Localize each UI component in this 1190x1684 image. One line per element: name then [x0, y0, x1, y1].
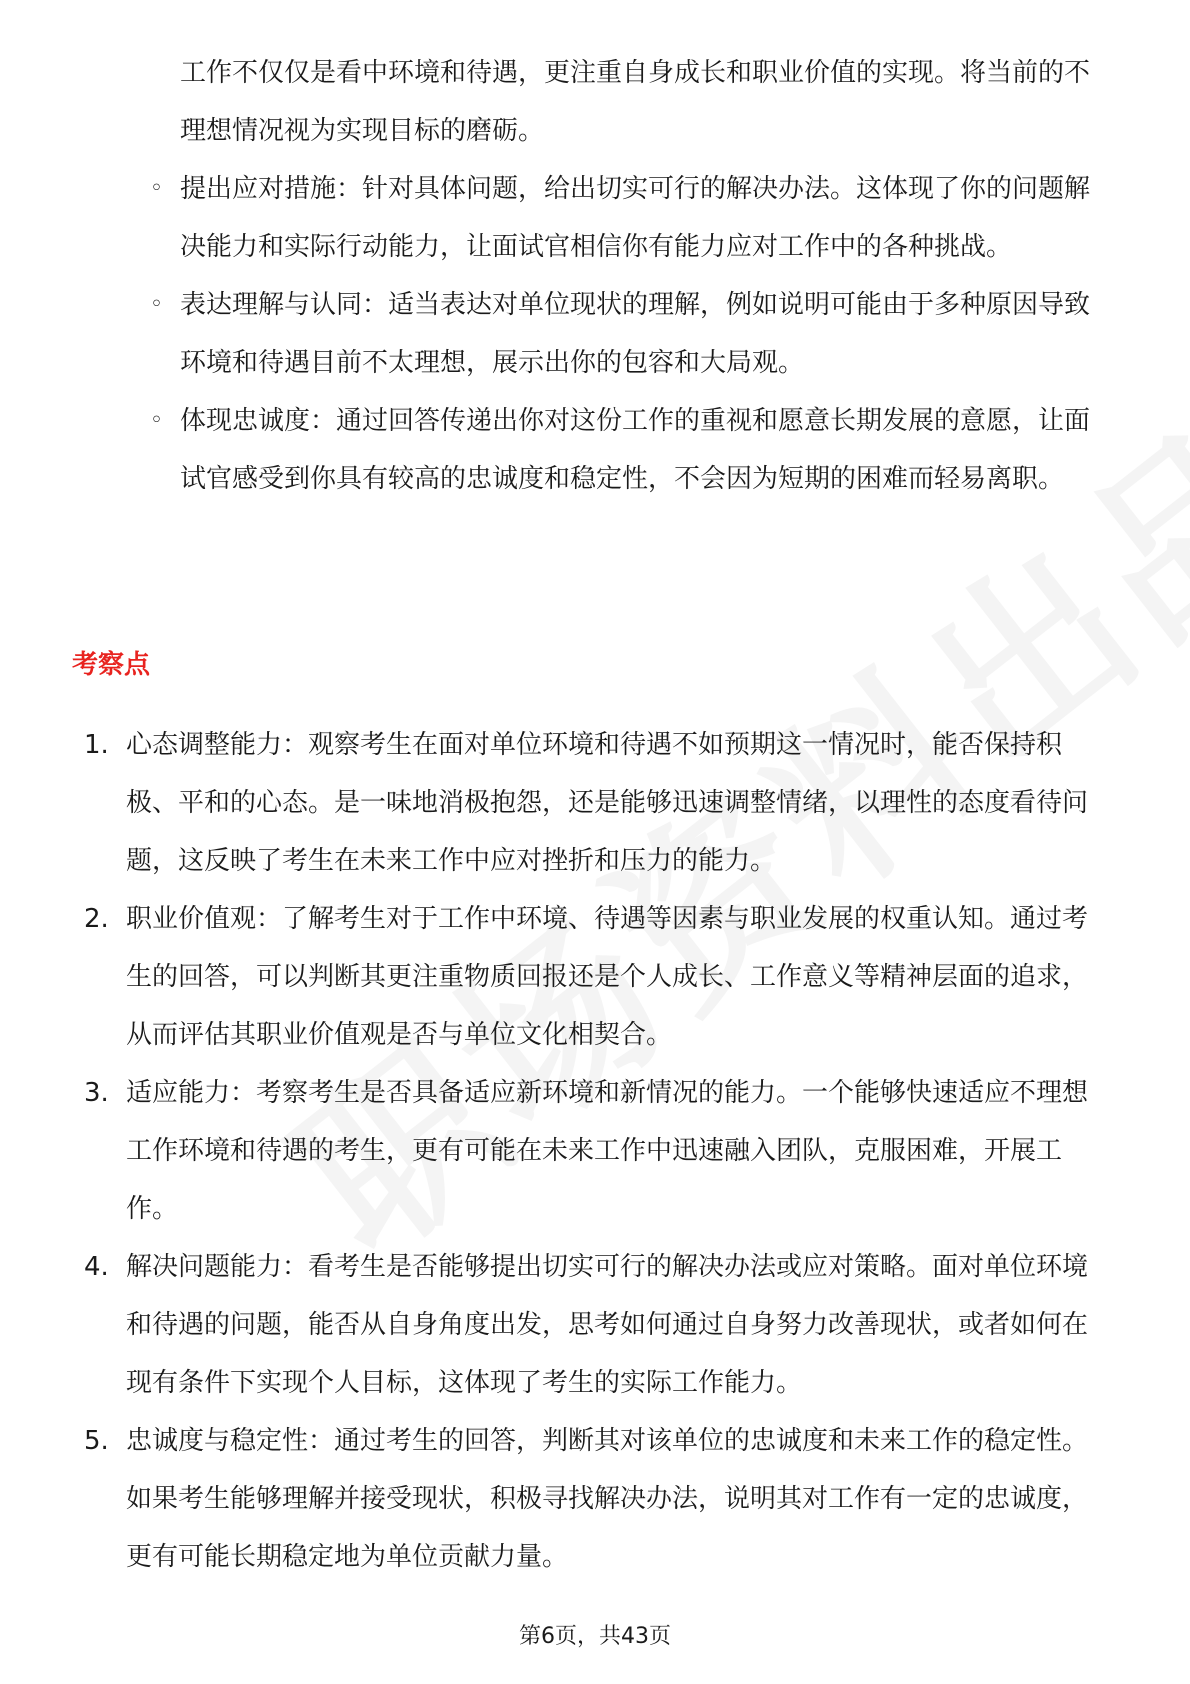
- continuation-paragraph: 工作不仅仅是看中环境和待遇，更注重自身成长和职业价值的实现。将当前的不理想情况视为实现目标的磨砺。: [180, 58, 1091, 146]
- item-number: 1.: [84, 730, 109, 760]
- item-text: 适应能力：考察考生是否具备适应新环境和新情况的能力。一个能够快速适应不理想工作环境和待遇的考生，更有可能在未来工作中迅速融入团队，克服困难，开展工作。: [126, 1078, 1089, 1224]
- numbered-list: [84, 716, 1111, 1586]
- list-item: [84, 1064, 1111, 1238]
- bullet-list: [150, 160, 1110, 508]
- bullet-text: 体现忠诚度：通过回答传递出你对这份工作的重视和愿意长期发展的意愿，让面试官感受到你具有较高的忠诚度和稳定性，不会因为短期的困难而轻易离职。: [180, 406, 1091, 494]
- list-item: [84, 890, 1111, 1064]
- bullet-marker: ◦: [150, 176, 163, 201]
- list-item: [84, 1412, 1111, 1586]
- bullet-text: 提出应对措施：针对具体问题，给出切实可行的解决办法。这体现了你的问题解决能力和实际行动能力，让面试官相信你有能力应对工作中的各种挑战。: [180, 174, 1091, 262]
- bullet-marker: ◦: [150, 292, 163, 317]
- item-number: 4.: [84, 1252, 109, 1282]
- bullet-marker: ◦: [150, 408, 163, 433]
- bullet-item: [150, 392, 1110, 508]
- list-item: [84, 716, 1111, 890]
- item-number: 3.: [84, 1078, 109, 1108]
- item-text: 忠诚度与稳定性：通过考生的回答，判断其对该单位的忠诚度和未来工作的稳定性。如果考生能够理解并接受现状，积极寻找解决办法，说明其对工作有一定的忠诚度，更有可能长期稳定地为单位贡献力量。: [126, 1426, 1089, 1572]
- item-text: 解决问题能力：看考生是否能够提出切实可行的解决办法或应对策略。面对单位环境和待遇的问题，能否从自身角度出发，思考如何通过自身努力改善现状，或者如何在现有条件下实现个人目标，这体现了考生的实际工作能力。: [126, 1252, 1089, 1398]
- list-item: [84, 1238, 1111, 1412]
- section-title: 考察点: [72, 650, 151, 680]
- item-text: 心态调整能力：观察考生在面对单位环境和待遇不如预期这一情况时，能否保持积极、平和的心态。是一味地消极抱怨，还是能够迅速调整情绪，以理性的态度看待问题，这反映了考生在未来工作中应对挫折和压力的能力。: [126, 730, 1089, 876]
- bullet-item: [150, 160, 1110, 276]
- item-number: 2.: [84, 904, 109, 934]
- bullet-text: 表达理解与认同：适当表达对单位现状的理解，例如说明可能由于多种原因导致环境和待遇目前不太理想，展示出你的包容和大局观。: [180, 290, 1091, 378]
- page-footer: 第6页，共43页: [519, 1624, 671, 1649]
- item-number: 5.: [84, 1426, 109, 1456]
- bullet-item: [150, 276, 1110, 392]
- item-text: 职业价值观：了解考生对于工作中环境、待遇等因素与职业发展的权重认知。通过考生的回答，可以判断其更注重物质回报还是个人成长、工作意义等精神层面的追求，从而评估其职业价值观是否与单位文化相契合。: [126, 904, 1089, 1050]
